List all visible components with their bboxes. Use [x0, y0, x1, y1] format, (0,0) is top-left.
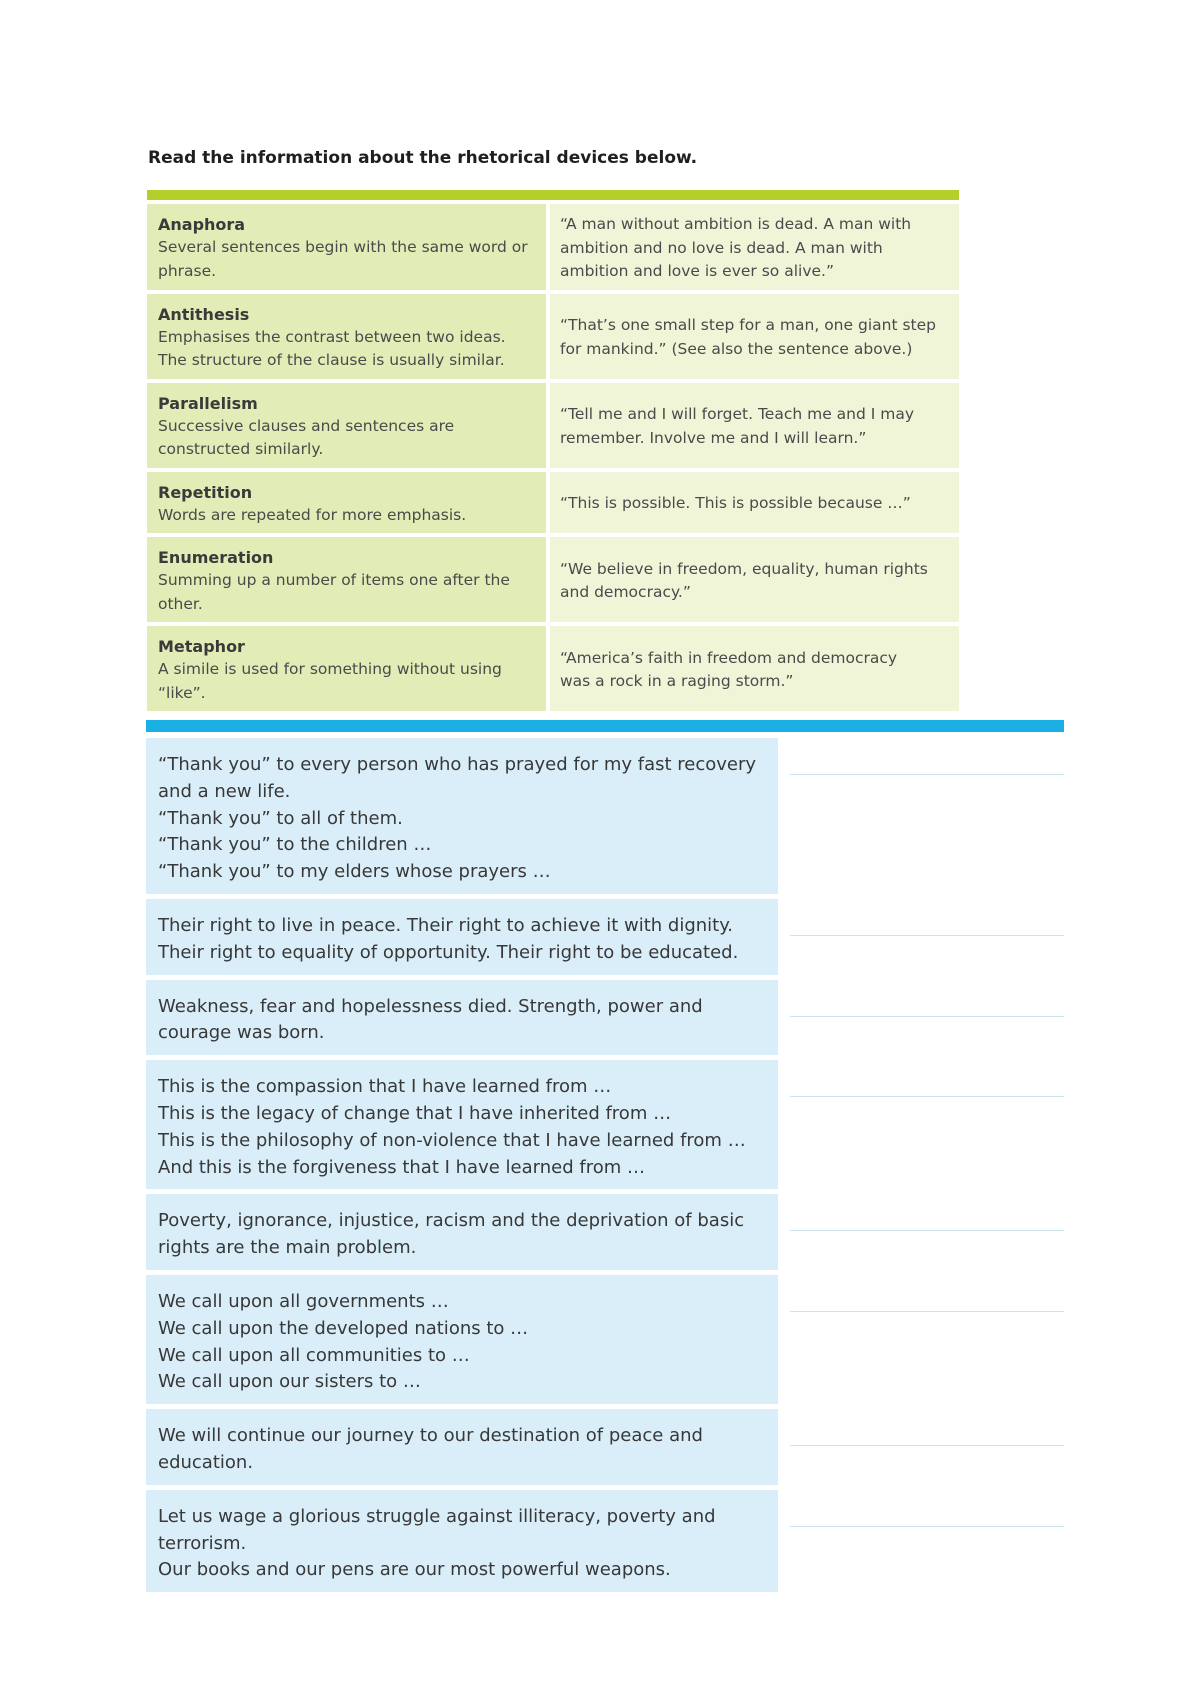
exercise-row [146, 980, 1064, 1056]
device-description-line: Emphasises the contrast between two ideas. [158, 327, 506, 346]
device-example-line: for mankind.” (See also the sentence above.) [560, 339, 913, 358]
exercise-row [146, 1490, 1064, 1592]
device-example-line: “Tell me and I will forget. Teach me and I may [560, 405, 915, 423]
device-description-line: A simile is used for something without using [158, 660, 502, 678]
answer-line[interactable] [790, 1445, 1064, 1446]
device-row-anaphora [147, 204, 959, 290]
device-row-repetition [147, 472, 959, 534]
quote-line: And this is the forgiveness that I have learned from … [158, 1156, 645, 1178]
exercise-quote [146, 1490, 778, 1592]
device-row-enumeration [147, 537, 959, 622]
exercise-quote [146, 899, 778, 975]
device-row-antithesis [147, 294, 959, 379]
device-name: Enumeration [158, 548, 274, 567]
device-example-cell [550, 472, 959, 534]
device-example-line: “We believe in freedom, equality, human rights [560, 559, 928, 578]
answer-field[interactable] [778, 1490, 1064, 1592]
device-example-cell [550, 383, 959, 468]
exercise-quote [146, 1060, 778, 1189]
device-example-line: “This is possible. This is possible because …” [560, 494, 911, 512]
exercise-row [146, 1060, 1064, 1189]
quote-line: “Thank you” to every person who has prayed for my fast recovery [158, 754, 757, 775]
device-description-line: “like”. [158, 683, 206, 702]
quote-line: We call upon all communities to … [158, 1344, 470, 1366]
device-definition-cell [147, 204, 546, 290]
answer-field[interactable] [778, 1275, 1064, 1404]
answer-field[interactable] [778, 1409, 1064, 1485]
device-row-metaphor [147, 626, 959, 711]
device-description-line: The structure of the clause is usually similar. [158, 351, 505, 369]
quote-line: education. [158, 1451, 254, 1473]
exercise-row [146, 1409, 1064, 1485]
quote-line: “Thank you” to my elders whose prayers … [158, 861, 551, 883]
quote-line: Weakness, fear and hopelessness died. Strength, power and [158, 995, 703, 1017]
quote-line: courage was born. [158, 1022, 325, 1044]
answer-line[interactable] [790, 935, 1064, 936]
device-example-line: ambition and love is ever so alive.” [560, 262, 834, 280]
quote-line: “Thank you” to all of them. [158, 807, 403, 829]
exercise-quote [146, 980, 778, 1056]
exercise-top-rule [146, 720, 1064, 732]
instruction-text: Read the information about the rhetorical devices below. [148, 148, 698, 168]
exercise-row [146, 738, 1064, 894]
quote-line: This is the philosophy of non-violence that I have learned from … [158, 1129, 746, 1151]
quote-line: We call upon the developed nations to … [158, 1317, 529, 1339]
device-description-line: constructed similarly. [158, 440, 324, 458]
device-definition-cell [147, 537, 546, 622]
device-description-line: Summing up a number of items one after the [158, 571, 510, 589]
device-example-cell [550, 294, 959, 379]
device-row-parallelism [147, 383, 959, 468]
device-name: Metaphor [158, 637, 245, 656]
quote-line: Our books and our pens are our most powerful weapons. [158, 1559, 671, 1581]
device-example-line: “That’s one small step for a man, one giant step [560, 316, 936, 334]
device-example-line: and democracy.” [560, 583, 691, 601]
exercise-quote [146, 1194, 778, 1270]
answer-line[interactable] [790, 774, 1064, 775]
quote-line: This is the legacy of change that I have inherited from … [158, 1102, 672, 1124]
quote-line: Their right to live in peace. Their right to achieve it with dignity. [158, 914, 734, 936]
quote-line: terrorism. [158, 1532, 247, 1554]
answer-field[interactable] [778, 1194, 1064, 1270]
device-example-line: ambition and no love is dead. A man with [560, 238, 883, 257]
quote-line: “Thank you” to the children … [158, 834, 432, 856]
exercise-quote [146, 1409, 778, 1485]
device-definition-cell [147, 294, 546, 379]
exercise-quote [146, 738, 778, 894]
device-description-line: phrase. [158, 261, 217, 280]
device-description-line: Successive clauses and sentences are [158, 416, 455, 435]
device-name: Repetition [158, 482, 253, 502]
device-definition-cell [147, 626, 546, 711]
device-description-line: Several sentences begin with the same word or [158, 238, 528, 256]
device-example-line: was a rock in a raging storm.” [560, 672, 794, 690]
exercise-row [146, 1275, 1064, 1404]
device-name: Antithesis [158, 304, 250, 324]
exercise-quote [146, 1275, 778, 1404]
quote-line: and a new life. [158, 780, 291, 802]
answer-line[interactable] [790, 1016, 1064, 1017]
answer-field[interactable] [778, 899, 1064, 975]
device-example-cell [550, 537, 959, 622]
device-name: Parallelism [158, 393, 258, 413]
quote-line: We call upon all governments … [158, 1290, 449, 1312]
quote-line: Let us wage a glorious struggle against illiteracy, poverty and [158, 1505, 716, 1527]
answer-line[interactable] [790, 1230, 1064, 1231]
device-name: Anaphora [158, 215, 246, 234]
device-example-line: “A man without ambition is dead. A man with [560, 215, 912, 233]
exercise-row [146, 1194, 1064, 1270]
device-definition-cell [147, 383, 546, 468]
rhetorical-devices-table [147, 190, 959, 715]
device-example-cell [550, 204, 959, 290]
quote-line: We will continue our journey to our destination of peace and [158, 1425, 703, 1447]
device-example-line: remember. Involve me and I will learn.” [560, 428, 867, 447]
quote-line: This is the compassion that I have learned from … [158, 1076, 612, 1098]
answer-field[interactable] [778, 980, 1064, 1056]
device-description-line: other. [158, 594, 203, 613]
answer-line[interactable] [790, 1311, 1064, 1312]
answer-line[interactable] [790, 1096, 1064, 1097]
answer-field[interactable] [778, 738, 1064, 894]
exercise-list [146, 738, 1064, 1597]
table-top-rule [147, 190, 959, 200]
quote-line: Poverty, ignorance, injustice, racism and the deprivation of basic [158, 1210, 745, 1232]
answer-field[interactable] [778, 1060, 1064, 1189]
device-example-line: “America’s faith in freedom and democracy [560, 648, 898, 667]
device-description-line: Words are repeated for more emphasis. [158, 505, 467, 524]
answer-line[interactable] [790, 1526, 1064, 1527]
quote-line: We call upon our sisters to … [158, 1371, 421, 1393]
exercise-row [146, 899, 1064, 975]
quote-line: rights are the main problem. [158, 1237, 417, 1259]
device-example-cell [550, 626, 959, 711]
device-definition-cell [147, 472, 546, 534]
quote-line: Their right to equality of opportunity. Their right to be educated. [158, 941, 739, 963]
